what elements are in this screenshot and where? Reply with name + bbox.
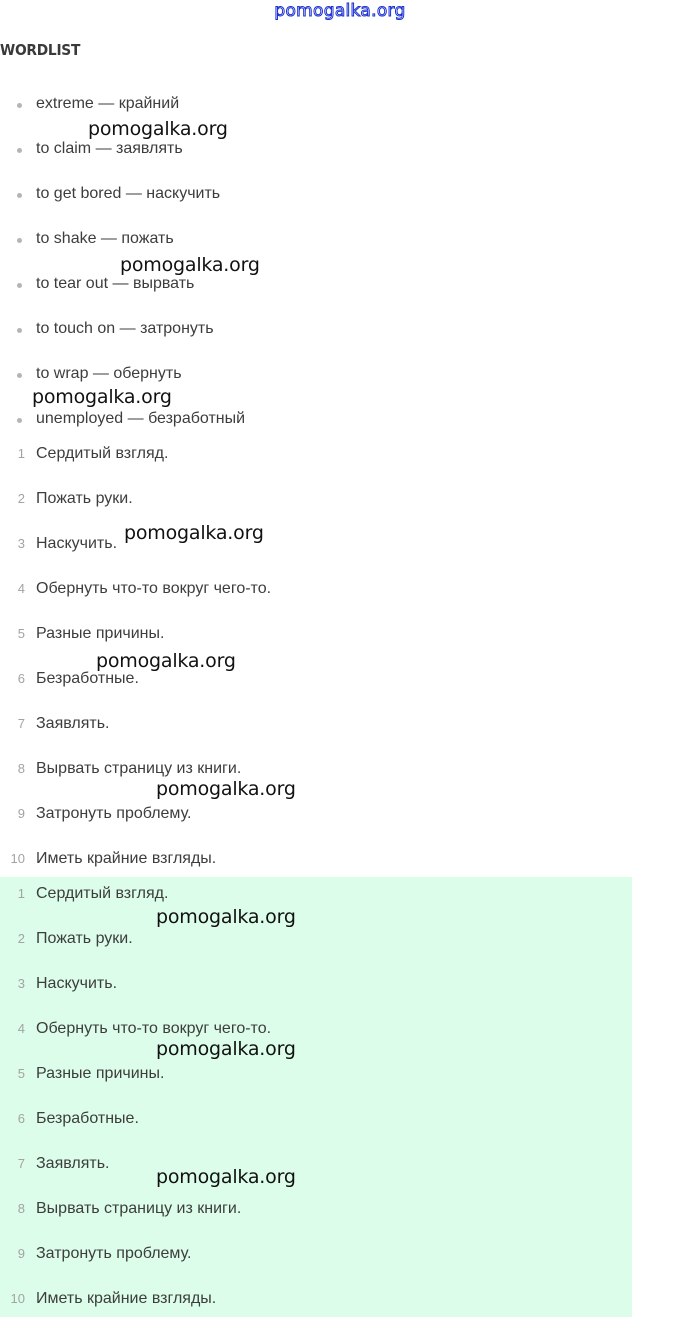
wordlist-item: [0, 230, 632, 275]
item-text: Наскучить.: [36, 535, 118, 552]
item-text: Сердитый взгляд.: [36, 885, 169, 902]
item-text: Обернуть что-то вокруг чего-то.: [36, 1020, 272, 1037]
item-text: Заявлять.: [36, 715, 110, 732]
item-number: 10: [10, 1291, 25, 1306]
exercise-item: [0, 580, 632, 625]
exercise-item: [0, 760, 632, 805]
item-text: extreme — крайний: [36, 95, 180, 112]
answer-item: [0, 1290, 632, 1335]
exercise-item: [0, 805, 632, 850]
bullet-icon: [17, 373, 22, 378]
item-number: 9: [17, 1246, 25, 1261]
answer-item: [0, 1245, 632, 1290]
item-number: 2: [17, 491, 25, 506]
watermark-text: pomogalka.org: [156, 1038, 296, 1060]
watermark-text: pomogalka.org: [88, 118, 228, 140]
item-number: 1: [17, 446, 25, 461]
item-number: 9: [17, 806, 25, 821]
item-number: 2: [17, 931, 25, 946]
item-text: Вырвать страницу из книги.: [36, 760, 242, 777]
item-text: Заявлять.: [36, 1155, 110, 1172]
item-text: Иметь крайние взгляды.: [36, 1290, 217, 1307]
item-number: 8: [17, 761, 25, 776]
answer-item: [0, 1020, 632, 1065]
item-text: to get bored — наскучить: [36, 185, 221, 202]
item-text: Затронуть проблему.: [36, 1245, 192, 1262]
item-number: 5: [17, 1066, 25, 1081]
item-number: 8: [17, 1201, 25, 1216]
item-number: 5: [17, 626, 25, 641]
item-text: Сердитый взгляд.: [36, 445, 169, 462]
site-watermark: pomogalka.org: [274, 1, 406, 21]
item-text: Разные причины.: [36, 625, 165, 642]
exercise-item: [0, 535, 632, 580]
answer-item: [0, 1065, 632, 1110]
item-number: 1: [17, 886, 25, 901]
item-number: 3: [17, 536, 25, 551]
bullet-icon: [17, 103, 22, 108]
wordlist-item: [0, 275, 632, 320]
exercise-item: [0, 445, 632, 490]
item-text: Вырвать страницу из книги.: [36, 1200, 242, 1217]
item-text: Пожать руки.: [36, 490, 133, 507]
answer-item: [0, 930, 632, 975]
watermark-text: pomogalka.org: [124, 522, 264, 544]
watermark-text: pomogalka.org: [156, 906, 296, 928]
bullet-icon: [17, 418, 22, 423]
bullet-icon: [17, 193, 22, 198]
wordlist-heading: WORDLIST: [0, 41, 81, 59]
wordlist-item: [0, 320, 632, 365]
watermark-text: pomogalka.org: [156, 778, 296, 800]
exercise-item: [0, 625, 632, 670]
answer-item: [0, 975, 632, 1020]
item-text: Безработные.: [36, 670, 139, 687]
item-number: 4: [17, 581, 25, 596]
item-text: to touch on — затронуть: [36, 320, 214, 337]
item-number: 7: [17, 1156, 25, 1171]
item-text: Наскучить.: [36, 975, 118, 992]
item-number: 4: [17, 1021, 25, 1036]
item-text: to tear out — вырвать: [36, 275, 195, 292]
item-number: 3: [17, 976, 25, 991]
bullet-icon: [17, 283, 22, 288]
item-text: to wrap — обернуть: [36, 365, 182, 382]
item-text: Затронуть проблему.: [36, 805, 192, 822]
watermark-text: pomogalka.org: [96, 650, 236, 672]
watermark-text: pomogalka.org: [156, 1166, 296, 1188]
answer-item: [0, 1200, 632, 1245]
item-text: Разные причины.: [36, 1065, 165, 1082]
item-number: 6: [17, 1111, 25, 1126]
item-number: 10: [10, 851, 25, 866]
item-text: Безработные.: [36, 1110, 139, 1127]
bullet-icon: [17, 328, 22, 333]
exercise-item: [0, 490, 632, 535]
bullet-icon: [17, 148, 22, 153]
item-text: Обернуть что-то вокруг чего-то.: [36, 580, 272, 597]
bullet-icon: [17, 238, 22, 243]
answer-item: [0, 885, 632, 930]
exercise-item: [0, 670, 632, 715]
answer-item: [0, 1110, 632, 1155]
item-number: 7: [17, 716, 25, 731]
exercise-item: [0, 715, 632, 760]
wordlist-item: [0, 185, 632, 230]
watermark-text: pomogalka.org: [32, 386, 172, 408]
item-text: to claim — заявлять: [36, 140, 183, 157]
item-text: Пожать руки.: [36, 930, 133, 947]
item-number: 6: [17, 671, 25, 686]
item-text: unemployed — безработный: [36, 410, 246, 427]
answer-item: [0, 1155, 632, 1200]
item-text: to shake — пожать: [36, 230, 174, 247]
item-text: Иметь крайние взгляды.: [36, 850, 217, 867]
wordlist-item: [0, 140, 632, 185]
watermark-text: pomogalka.org: [120, 254, 260, 276]
